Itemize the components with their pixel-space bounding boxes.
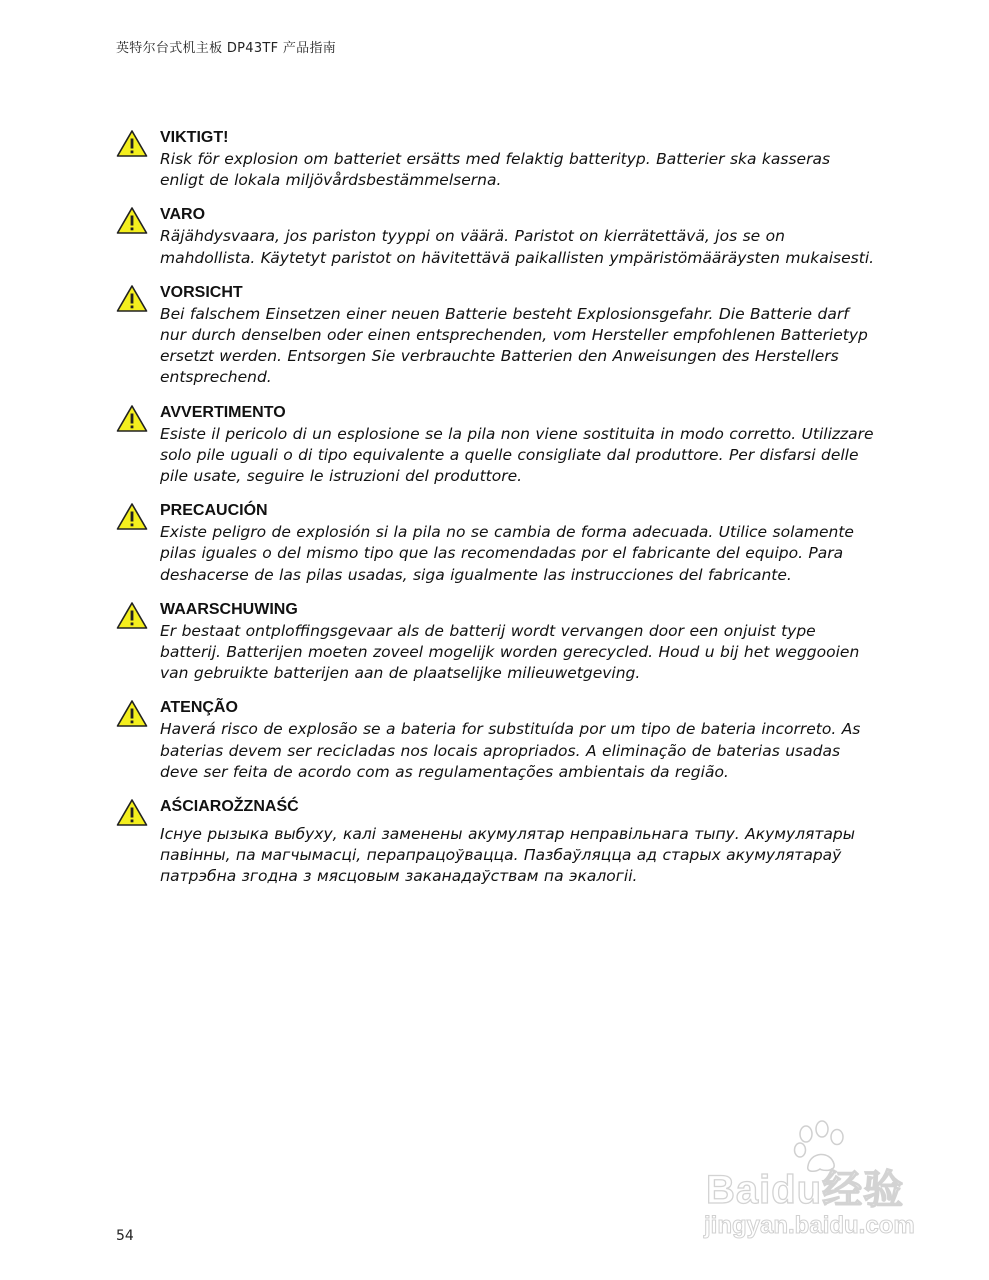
warning-block-dutch <box>116 600 876 685</box>
warning-block-spanish <box>116 501 876 586</box>
warning-title: AVVERTIMENTO <box>160 403 286 421</box>
warning-title: AŚCIAROŽZNAŚĆ <box>160 798 299 816</box>
warning-block-italian <box>116 403 876 488</box>
page-header: 英特尔台式机主板 DP43TF 产品指南 <box>116 41 337 56</box>
warning-triangle-icon <box>116 284 148 313</box>
warning-text: Esiste il pericolo di un esplosione se la pila non viene sostituita in modo corretto. Utilizzare solo pile uguali o di tipo equivalente a quelle consigliate dal produttore. Per disfarsi delle pile usate, seguire le istruzioni del produttore. <box>160 424 874 486</box>
warning-text: Bei falschem Einsetzen einer neuen Batterie besteht Explosionsgefahr. Die Batterie darf nur durch denselben oder einen entsprechenden, vom Hersteller empfohlenen Batterietyp ersetzt werden. Entsorgen Sie verbrauchte Batterien den Anweisungen des Herstellers entsprechend. <box>160 304 868 387</box>
warning-triangle-icon <box>116 601 148 630</box>
warning-block-portuguese <box>116 698 876 783</box>
warning-title: VORSICHT <box>160 283 243 301</box>
baidu-watermark <box>700 1120 940 1245</box>
warning-block-german <box>116 283 876 389</box>
warning-text: Er bestaat ontploffingsgevaar als de batterij wordt vervangen door een onjuist type batterij. Batterijen moeten zoveel mogelijk worden gerecycled. Houd u bij het weggooien van gebruikte batterijen aan de plaatselijke milieuwetgeving. <box>160 621 860 683</box>
warning-title: PRECAUCIÓN <box>160 502 268 520</box>
warning-triangle-icon <box>116 699 148 728</box>
warning-triangle-icon <box>116 129 148 158</box>
warnings-list <box>116 114 876 888</box>
warning-text: Існуе рызыка выбуху, калі заменены акумулятар неправільнага тыпу. Акумулятары павінны, па магчымасці, перапрацоўвацца. Пазбаўляцца ад старых акумулятараў патрэбна згодна з мясцовым заканадаўствам па экалогіі. <box>160 825 855 886</box>
warning-block-belarusian <box>116 797 876 888</box>
warning-title: WAARSCHUWING <box>160 600 298 618</box>
warning-title: ATENÇÃO <box>160 699 238 717</box>
warning-triangle-icon <box>116 502 148 531</box>
warning-title: VIKTIGT! <box>160 129 229 146</box>
watermark-url: jingyan.baidu.com <box>704 1212 915 1239</box>
warning-block-swedish <box>116 128 876 191</box>
watermark-logo-text: Baidu经验 <box>706 1168 905 1212</box>
warning-triangle-icon <box>116 798 148 827</box>
warning-text: Räjähdysvaara, jos pariston tyyppi on väärä. Paristot on kierrätettävä, jos se on mahdollista. Käytetyt paristot on hävitettävä paikallisten ympäristömääräysten mukaisesti. <box>160 227 875 267</box>
warning-text: Risk för explosion om batteriet ersätts med felaktig batterityp. Batterier ska kasseras enligt de lokala miljövårdsbestämmelserna. <box>160 150 831 190</box>
warning-triangle-icon <box>116 404 148 433</box>
warning-triangle-icon <box>116 206 148 235</box>
warning-block-finnish <box>116 205 876 268</box>
warning-text: Haverá risco de explosão se a bateria for substituída por um tipo de bateria incorreto. As baterias devem ser recicladas nos locais apropriados. A eliminação de baterias usadas deve ser feita de acordo com as regulamentações ambientais da região. <box>160 720 861 781</box>
page-number: 54 <box>116 1228 134 1244</box>
warning-title: VARO <box>160 206 206 224</box>
warning-text: Existe peligro de explosión si la pila no se cambia de forma adecuada. Utilice solamente pilas iguales o del mismo tipo que las recomendadas por el fabricante del equipo. Para deshacerse de las pilas usadas, siga igualmente las instrucciones del fabricante. <box>160 523 854 584</box>
